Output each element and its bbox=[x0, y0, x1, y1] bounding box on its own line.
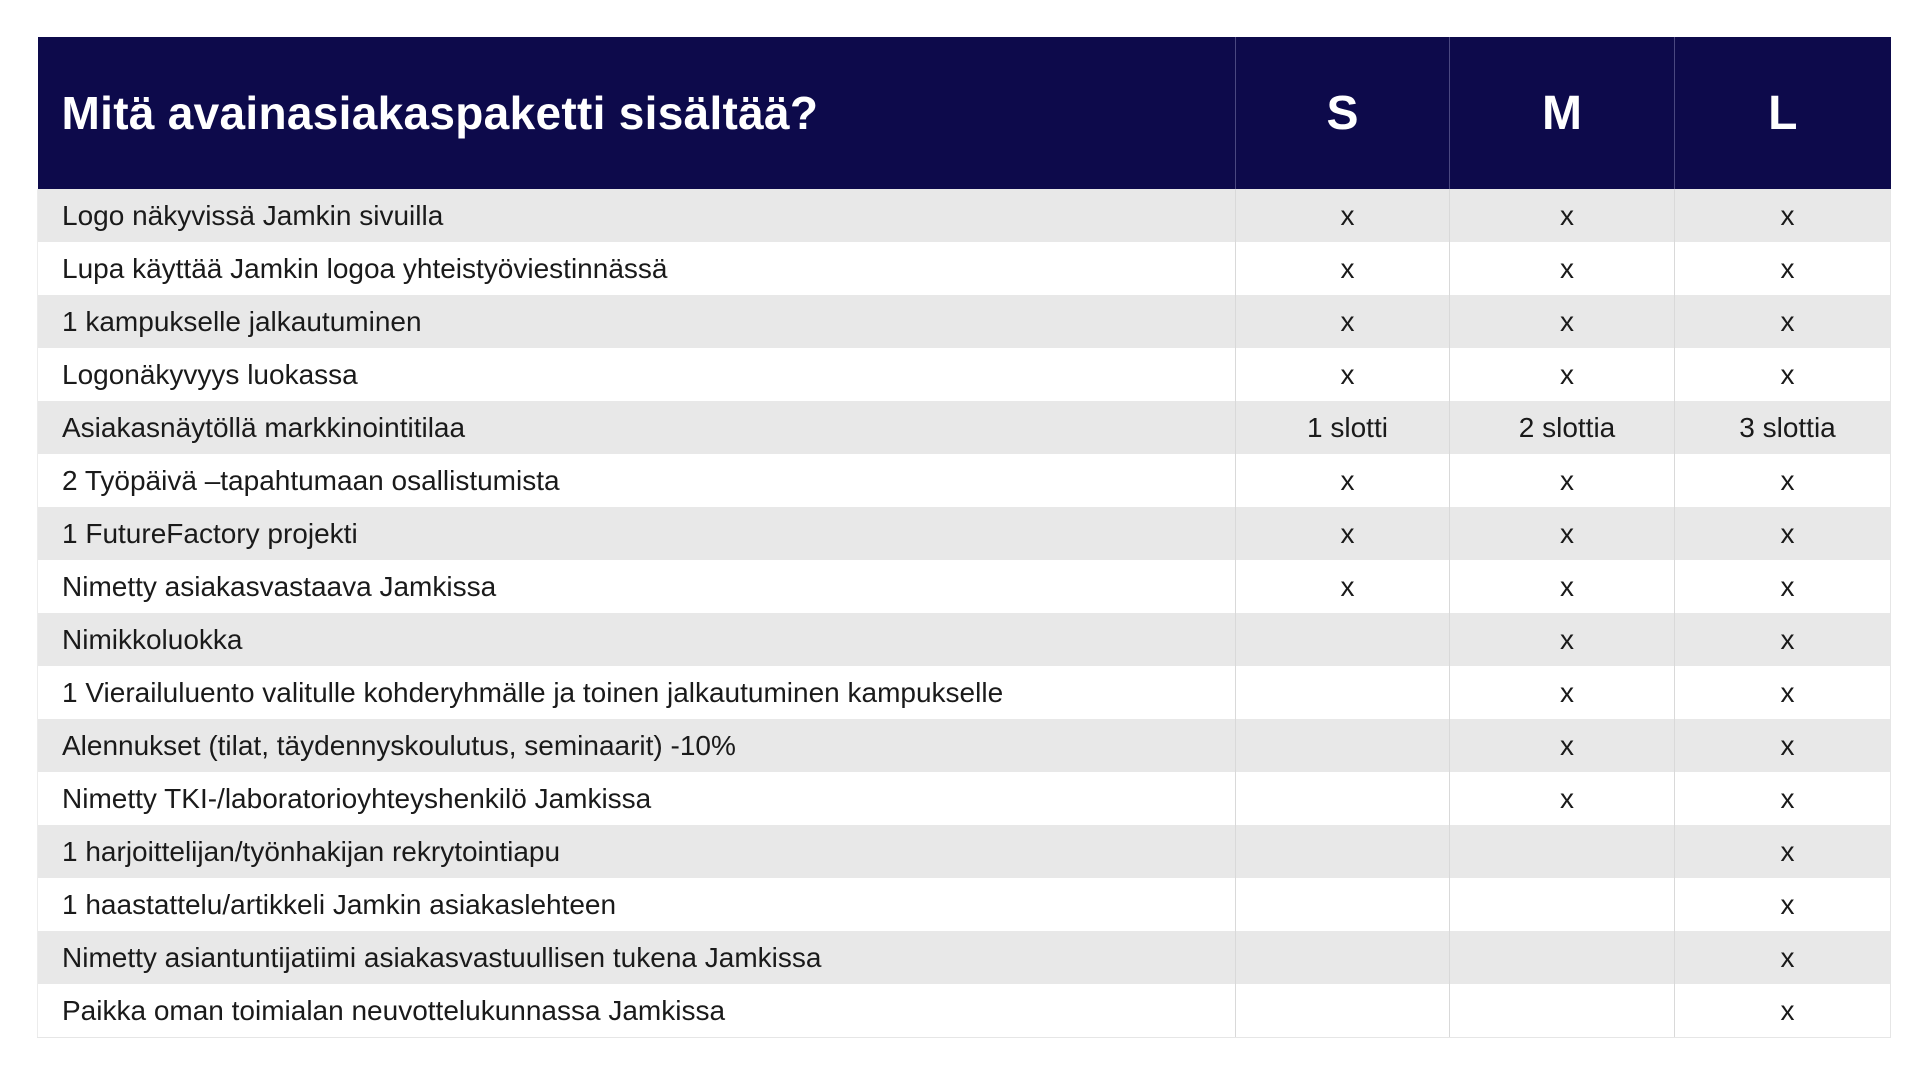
table-row bbox=[38, 560, 1891, 613]
tier-s-value: x bbox=[1236, 348, 1450, 401]
table-title: Mitä avainasiakaspaketti sisältää? bbox=[38, 37, 1236, 189]
table-row bbox=[38, 454, 1891, 507]
tier-s-value bbox=[1236, 878, 1450, 931]
table-row bbox=[38, 507, 1891, 560]
tier-m-value: x bbox=[1450, 454, 1675, 507]
feature-label: Nimetty asiantuntijatiimi asiakasvastuullisen tukena Jamkissa bbox=[38, 931, 1236, 984]
tier-m-value: x bbox=[1450, 560, 1675, 613]
feature-label: 1 FutureFactory projekti bbox=[38, 507, 1236, 560]
tier-m-header: M bbox=[1450, 37, 1675, 189]
package-comparison-table bbox=[37, 37, 1890, 1038]
feature-label: 1 kampukselle jalkautuminen bbox=[38, 295, 1236, 348]
feature-label: 1 harjoittelijan/työnhakijan rekrytointiapu bbox=[38, 825, 1236, 878]
tier-m-value: x bbox=[1450, 295, 1675, 348]
tier-s-value bbox=[1236, 984, 1450, 1038]
tier-l-value: x bbox=[1675, 613, 1891, 666]
table-row bbox=[38, 878, 1891, 931]
table-row bbox=[38, 348, 1891, 401]
tier-s-value bbox=[1236, 719, 1450, 772]
feature-label: Nimetty asiakasvastaava Jamkissa bbox=[38, 560, 1236, 613]
feature-label: Logonäkyvyys luokassa bbox=[38, 348, 1236, 401]
tier-l-value: x bbox=[1675, 931, 1891, 984]
tier-s-value: x bbox=[1236, 560, 1450, 613]
table-row bbox=[38, 666, 1891, 719]
tier-m-value: 2 slottia bbox=[1450, 401, 1675, 454]
tier-m-value: x bbox=[1450, 719, 1675, 772]
tier-s-value bbox=[1236, 825, 1450, 878]
tier-l-header: L bbox=[1675, 37, 1891, 189]
tier-s-value bbox=[1236, 931, 1450, 984]
tier-s-value bbox=[1236, 772, 1450, 825]
feature-label: Nimetty TKI-/laboratorioyhteyshenkilö Jamkissa bbox=[38, 772, 1236, 825]
tier-s-value: x bbox=[1236, 454, 1450, 507]
tier-l-value: x bbox=[1675, 348, 1891, 401]
feature-label: Asiakasnäytöllä markkinointitilaa bbox=[38, 401, 1236, 454]
tier-l-value: x bbox=[1675, 666, 1891, 719]
tier-l-value: x bbox=[1675, 507, 1891, 560]
table-row bbox=[38, 772, 1891, 825]
tier-m-value: x bbox=[1450, 189, 1675, 242]
tier-s-value bbox=[1236, 613, 1450, 666]
tier-l-value: 3 slottia bbox=[1675, 401, 1891, 454]
tier-l-value: x bbox=[1675, 560, 1891, 613]
table-row bbox=[38, 613, 1891, 666]
tier-l-value: x bbox=[1675, 719, 1891, 772]
table-header bbox=[38, 37, 1891, 189]
tier-m-value: x bbox=[1450, 666, 1675, 719]
tier-l-value: x bbox=[1675, 984, 1891, 1038]
tier-l-value: x bbox=[1675, 189, 1891, 242]
feature-label: 1 Vierailuluento valitulle kohderyhmälle ja toinen jalkautuminen kampukselle bbox=[38, 666, 1236, 719]
table-body bbox=[38, 189, 1891, 1038]
tier-m-value bbox=[1450, 878, 1675, 931]
tier-m-value: x bbox=[1450, 507, 1675, 560]
tier-m-value bbox=[1450, 931, 1675, 984]
tier-s-header: S bbox=[1236, 37, 1450, 189]
table-row bbox=[38, 719, 1891, 772]
tier-l-value: x bbox=[1675, 772, 1891, 825]
tier-s-value: x bbox=[1236, 242, 1450, 295]
table-row bbox=[38, 984, 1891, 1038]
tier-s-value: x bbox=[1236, 295, 1450, 348]
feature-label: 2 Työpäivä –tapahtumaan osallistumista bbox=[38, 454, 1236, 507]
tier-l-value: x bbox=[1675, 242, 1891, 295]
feature-label: Lupa käyttää Jamkin logoa yhteistyöviestinnässä bbox=[38, 242, 1236, 295]
table-row bbox=[38, 189, 1891, 242]
feature-label: Nimikkoluokka bbox=[38, 613, 1236, 666]
table-row bbox=[38, 295, 1891, 348]
tier-l-value: x bbox=[1675, 295, 1891, 348]
feature-label: Alennukset (tilat, täydennyskoulutus, seminaarit) -10% bbox=[38, 719, 1236, 772]
feature-label: Logo näkyvissä Jamkin sivuilla bbox=[38, 189, 1236, 242]
comparison-table bbox=[37, 37, 1891, 1038]
tier-m-value: x bbox=[1450, 348, 1675, 401]
tier-m-value: x bbox=[1450, 242, 1675, 295]
feature-label: 1 haastattelu/artikkeli Jamkin asiakaslehteen bbox=[38, 878, 1236, 931]
tier-m-value bbox=[1450, 984, 1675, 1038]
tier-s-value: 1 slotti bbox=[1236, 401, 1450, 454]
tier-s-value bbox=[1236, 666, 1450, 719]
tier-l-value: x bbox=[1675, 825, 1891, 878]
tier-l-value: x bbox=[1675, 878, 1891, 931]
tier-m-value: x bbox=[1450, 772, 1675, 825]
table-row bbox=[38, 931, 1891, 984]
table-row bbox=[38, 825, 1891, 878]
header-row bbox=[38, 37, 1891, 189]
tier-l-value: x bbox=[1675, 454, 1891, 507]
table-row bbox=[38, 401, 1891, 454]
tier-m-value: x bbox=[1450, 613, 1675, 666]
feature-label: Paikka oman toimialan neuvottelukunnassa Jamkissa bbox=[38, 984, 1236, 1038]
tier-m-value bbox=[1450, 825, 1675, 878]
tier-s-value: x bbox=[1236, 189, 1450, 242]
table-row bbox=[38, 242, 1891, 295]
tier-s-value: x bbox=[1236, 507, 1450, 560]
